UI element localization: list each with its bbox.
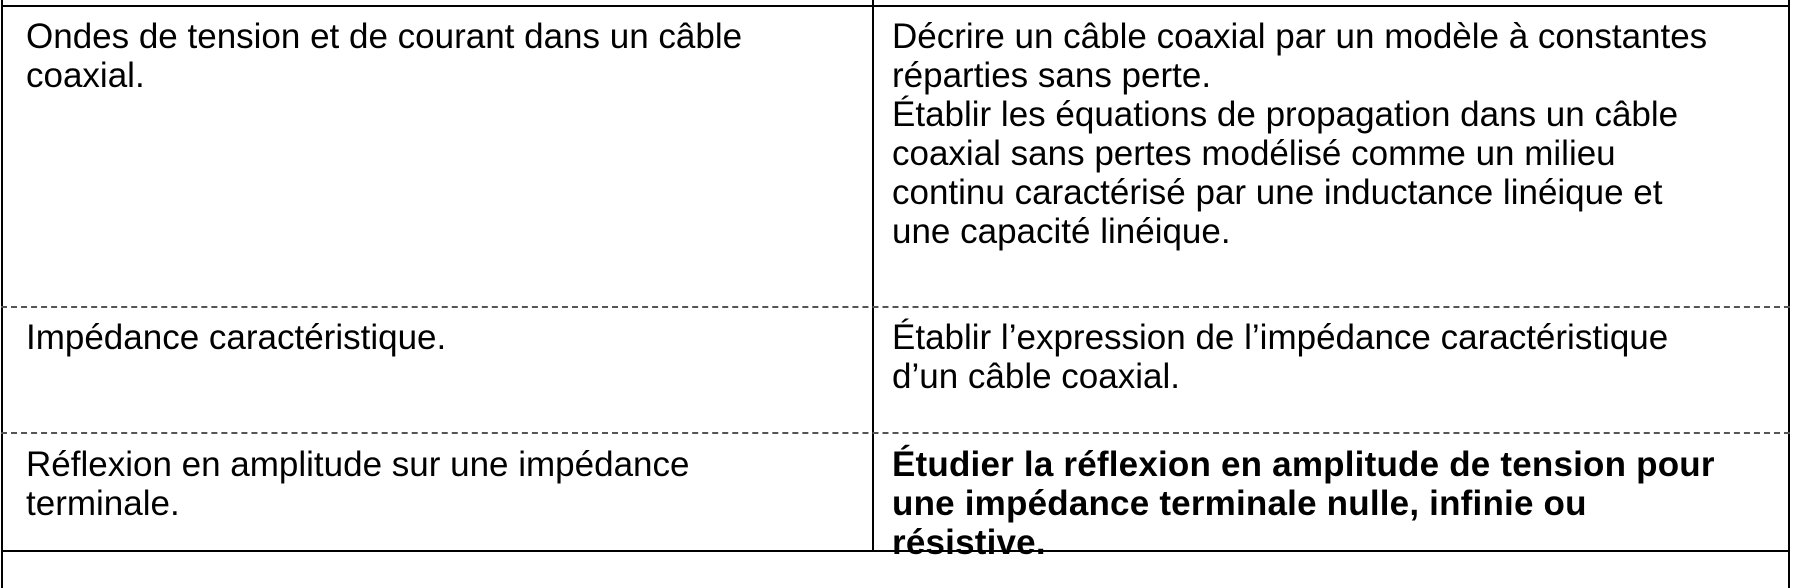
capacity-cell: Décrire un câble coaxial par un modèle à constantes réparties sans perte. Établir les équations de propagation dans un câble coaxial sans pertes modélisé comme un milieu continu caractérisé par une inductance linéique et une capacité linéique. [892, 17, 1708, 251]
table-border-right [1788, 0, 1790, 588]
row-divider [1, 306, 1790, 308]
notion-cell: Ondes de tension et de courant dans un câble coaxial. [26, 17, 743, 95]
notion-cell: Impédance caractéristique. [26, 318, 447, 357]
column-divider [872, 0, 874, 552]
table-border-top [1, 5, 1790, 7]
table-border-left [1, 0, 3, 588]
capacity-cell: Établir l’expression de l’impédance caractéristique d’un câble coaxial. [892, 318, 1669, 396]
notion-cell: Réflexion en amplitude sur une impédance terminale. [26, 445, 690, 523]
row-divider [1, 432, 1790, 434]
capacity-cell-emphasized: Étudier la réflexion en amplitude de tension pour une impédance terminale nulle, infinie ou résistive. [892, 445, 1715, 562]
